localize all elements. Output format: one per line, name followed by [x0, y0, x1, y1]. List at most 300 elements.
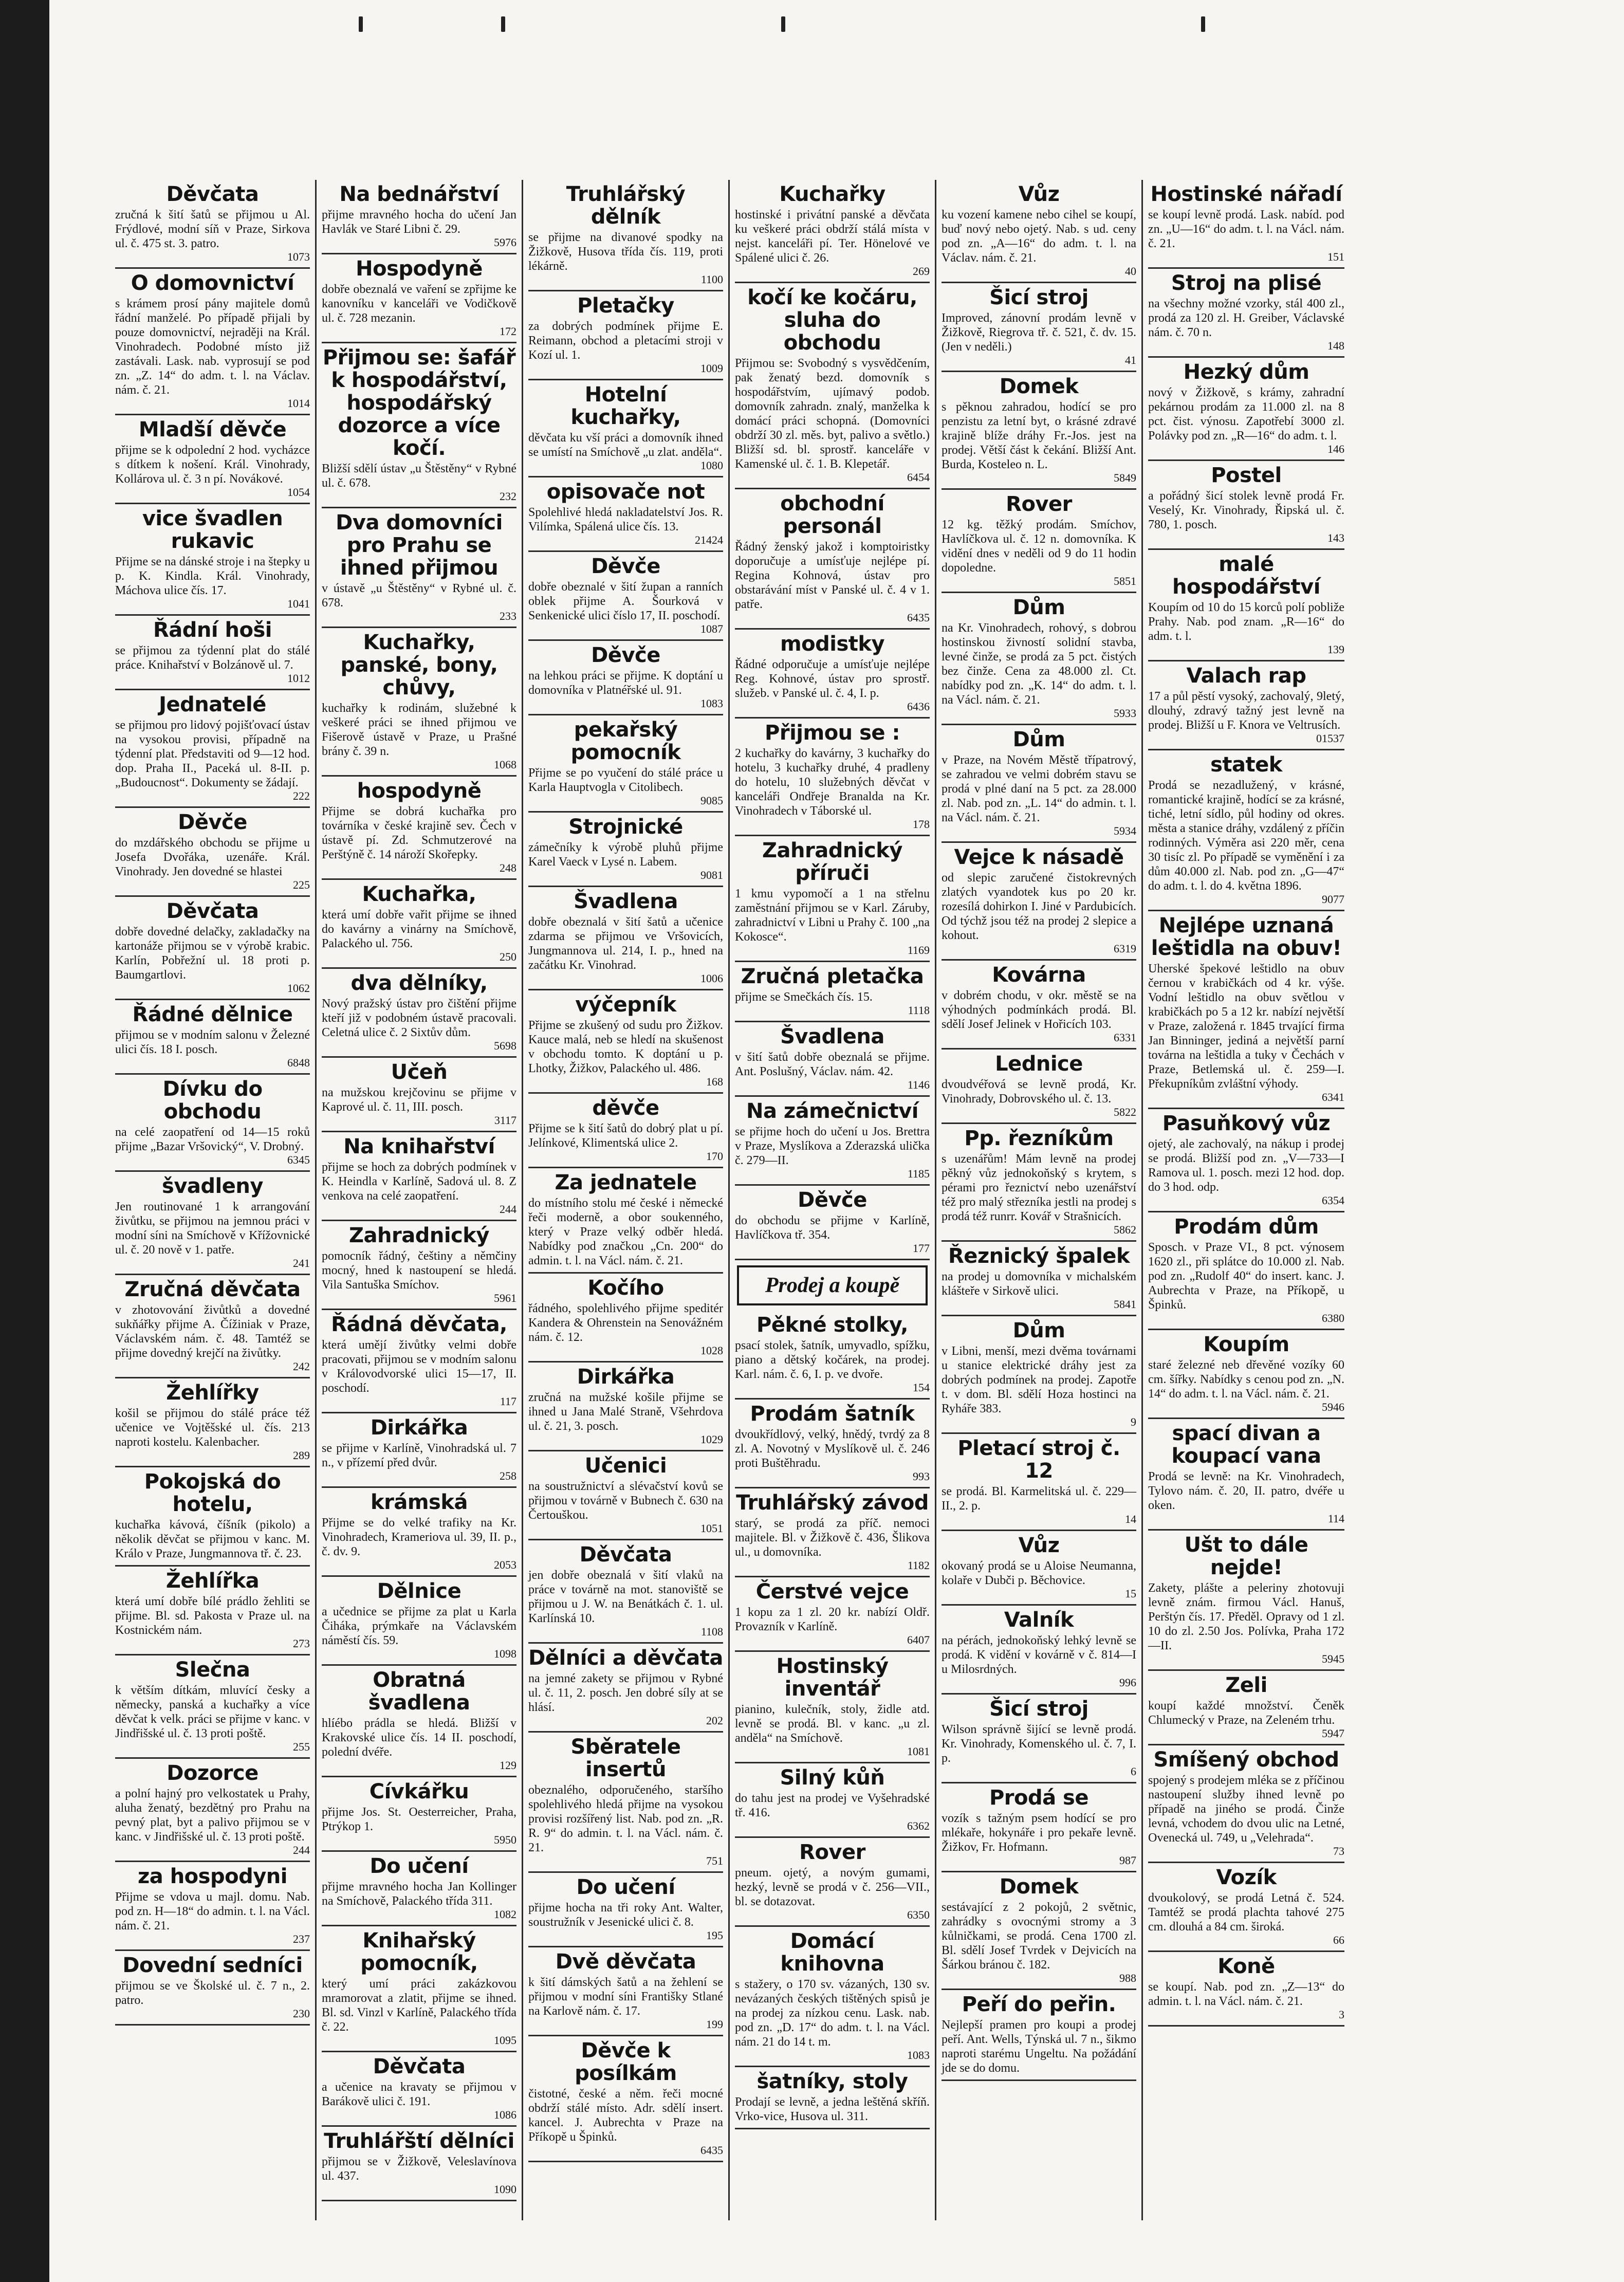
classified-ad	[1148, 1863, 1344, 1952]
classified-ad	[735, 962, 930, 1022]
ad-number: 6848	[287, 1056, 310, 1069]
classified-ad	[115, 1655, 310, 1759]
ad-title: Slečna	[175, 1658, 250, 1682]
classified-ad	[1148, 1671, 1344, 1745]
ad-title: Koupím	[1203, 1333, 1289, 1356]
classified-ad	[735, 1022, 930, 1097]
ad-number: 230	[293, 2007, 310, 2020]
ad-number: 6319	[1114, 942, 1136, 955]
ad-body: Wilson správně šijící se levně prodá. Kr. Vinohrady, Komenského ul. č. 7, I. p.	[942, 1723, 1136, 1765]
ad-number: 1098	[494, 1647, 516, 1660]
ad-title: Zručná pletačka	[741, 965, 924, 988]
classified-ad	[528, 380, 723, 477]
ad-body: v šití šatů dobře obeznalá se přijme. Ant. Poslušný, Václav. nám. 42.	[735, 1051, 930, 1078]
ad-body: k větším dítkám, mluvící česky a německy, panská a kuchařky a více děvčat k velk. práci se přijme v kanc. v Jindřišské ul. č. 13 proti poště.	[115, 1684, 310, 1740]
classified-ad	[115, 1000, 310, 1075]
ad-number: 993	[913, 1470, 930, 1483]
ad-body: se prodá. Bl. Karmelitská ul. č. 229—II., 2. p.	[942, 1485, 1136, 1513]
ad-title: Nejlépe uznaná leštidla na obuv!	[1151, 914, 1342, 960]
classified-ad	[528, 1274, 723, 1363]
classified-ad	[528, 641, 723, 715]
ad-body: zámečníky k výrobě pluhů přijme Karel Vaeck v Lysé n. Labem.	[528, 841, 723, 869]
ad-number: 178	[913, 818, 930, 831]
ad-title: kočí ke kočáru, sluha do obchodu	[747, 286, 917, 355]
classified-ad	[942, 1990, 1136, 2081]
ad-body: Bližší sdělí ústav „u Štěstěny“ v Rybné ul. č. 678.	[322, 462, 516, 490]
ad-number: 5950	[494, 1833, 516, 1846]
classified-ad	[115, 415, 310, 504]
ad-body: v Libni, menší, mezi dvěma továrnami u stanice elektrické dráhy jest za dobrých podmínek na prodej. Zapotře t. v dom. Bl. sdělí Hoza hostinci na Ryháře 383.	[942, 1345, 1136, 1415]
ad-number: 40	[1125, 265, 1136, 278]
ad-body: staré železné neb dřevěné vozíky 60 cm. šířky. Nabídky s cenou pod zn. „N. 14“ do adm. t. l. na Václ. nám. č. 21.	[1148, 1358, 1344, 1401]
ad-title: Na bednářství	[339, 182, 499, 206]
ad-title: Děvčata	[579, 1543, 672, 1567]
ad-body: od slepic zaručené čistokrevných zlatých vyandotek kus po 20 kr. rozesílá dohirkon I. Jiné v Pardubicích. Od týchž jsou též na prodej 2 slepice a kohout.	[942, 871, 1136, 942]
ad-title: Peří do peřin.	[962, 1993, 1116, 2016]
top-mark	[781, 16, 785, 32]
ad-number: 73	[1333, 1845, 1344, 1857]
classified-ad	[1148, 911, 1344, 1109]
classified-ad	[528, 180, 723, 291]
classified-ad	[735, 1652, 930, 1763]
ad-number: 143	[1327, 531, 1344, 544]
ad-body: na lehkou práci se přijme. K doptání u domovníka v Platnéřské ul. 91.	[528, 669, 723, 697]
ad-body: se přijme na divanové spodky na Žižkově, Husova třída čís. 119, proti lékárně.	[528, 231, 723, 273]
ad-number: 1100	[700, 273, 723, 286]
ad-number: 202	[706, 1714, 723, 1727]
ad-number: 6354	[1322, 1194, 1344, 1207]
ad-number: 244	[293, 1844, 310, 1856]
ad-title: Domek	[999, 1875, 1079, 1899]
ad-body: Prodá se levně: na Kr. Vinohradech, Tylovo nám. č. 20, II. patro, dvéře u oken.	[1148, 1470, 1344, 1512]
ad-body: pianino, kulečník, stoly, židle atd. levně se prodá. Bl. v kanc. „u zl. anděla“ na Smíchově.	[735, 1703, 930, 1745]
ad-column	[317, 180, 523, 2220]
ad-number: 6341	[1322, 1091, 1344, 1103]
ad-title: Učeň	[391, 1060, 448, 1084]
classified-ad	[528, 1733, 723, 1873]
ad-number: 117	[500, 1395, 516, 1408]
classified-ad	[528, 1644, 723, 1733]
ad-number: 170	[706, 1150, 723, 1163]
classified-ad	[735, 1097, 930, 1186]
classified-ad	[942, 1316, 1136, 1434]
ad-title: Strojnické	[568, 815, 683, 839]
ad-body: Přijme se dobrá kuchařka pro továrníka v české krajině sev. Čech v ústavě pí. Zd. Schmutzerové na Perštýně č. 14 nároží Skořepky.	[322, 805, 516, 861]
ad-number: 1083	[700, 697, 723, 710]
ad-title: Prodám dům	[1174, 1215, 1319, 1239]
ad-number: 1182	[907, 1559, 930, 1572]
ad-number: 41	[1125, 354, 1136, 366]
ad-number: 1108	[700, 1625, 723, 1638]
ad-body: na jemné zakety se přijmou v Rybné ul. č. 11, 2. posch. Jen dobré síly at se hlásí.	[528, 1672, 723, 1714]
ad-body: Nový pražský ústav pro čištění přijme kteří již v podobném ústavě pracovali. Celetná ulice č. 2 Sixtův dům.	[322, 997, 516, 1039]
classified-ad	[528, 552, 723, 641]
ad-body: košil se přijmou do stálé práce též učenice ve Vojtěšské ul. čís. 213 naproti kostelu. Kalenbacher.	[115, 1407, 310, 1449]
ad-body: kuchařka kávová, číšník (pikolo) a několik děvčat se přijmou v kanc. M. Králo v Praze, Jungmannova tř. č. 23.	[115, 1518, 310, 1560]
classified-ad	[322, 1058, 516, 1132]
classified-ad	[115, 1567, 310, 1655]
ad-title: Přijmou se :	[765, 721, 900, 745]
ad-title: šatníky, stoly	[756, 2070, 908, 2093]
ad-title: pekařský pomocník	[570, 718, 681, 764]
classified-ad	[322, 1926, 516, 2052]
ad-body: na prodej u domovníka v michalském klášteře v Sirkově ulici.	[942, 1270, 1136, 1298]
ad-title: Hostinské nářadí	[1150, 182, 1342, 206]
ad-body: přijme se k odpolední 2 hod. vycházce s dítkem k nošení. Král. Vinohrady, Kollárova ul. č. 3 n pí. Novákové.	[115, 444, 310, 486]
ad-title: Knihařský pomocník,	[360, 1929, 478, 1975]
classified-ad	[942, 843, 1136, 961]
ad-body: Uherské špekové leštidlo na obuv černou v krabičkách od 4 kr. výše. Vodní leštidlo na obuv světlou v krabičkách po 5 a 12 kr. nabízí největší v Praze, založená r. 1845 trvající firma Jan Binninger, jediná a největší parní továrna na leštidla a tuky v Čechách v Praze, Betlemská ul. č. 259—I. Překupníkům zvláštní výhody.	[1148, 962, 1344, 1091]
ad-number: 9081	[700, 869, 723, 881]
classified-ad	[115, 504, 310, 616]
ad-title: Hostinský inventář	[776, 1654, 889, 1701]
classified-ad	[322, 1413, 516, 1488]
ad-body: kuchařky k rodinám, služebné k veškeré práci se ihned přijmou ve Fišerově ústavě v Praze, u Prašné brány č. 39 n.	[322, 702, 516, 758]
classified-ad	[115, 616, 310, 690]
ad-title: Hezký dům	[1183, 360, 1309, 384]
ad-body: Zakety, plášte a peleriny zhotovuji levně znám. firmou Václ. Hanuš, Perštýn čís. 17. Předěl. Opravy od 1 zl. 10 do zl. 2.50 Jos. Polívka, Praha 172—II.	[1148, 1581, 1344, 1652]
classified-ad	[1148, 1212, 1344, 1330]
classified-ad	[115, 1862, 310, 1951]
ad-body: Řádný ženský jakož i komptoiristky doporučuje a umísťuje nejlépe pí. Regina Kohnová, ústav pro obstarávání míst v Panské ul. č. 4 v 1. patře.	[735, 540, 930, 611]
ad-body: Přijme se vdova u majl. domu. Nab. pod zn. H—18“ do admin. t. l. na Václ. nám. č. 21.	[115, 1890, 310, 1933]
classified-ad	[322, 1777, 516, 1852]
classified-ad	[942, 1783, 1136, 1872]
ad-body: do obchodu se přijme v Karlíně, Havlíčkova tř. 354.	[735, 1214, 930, 1242]
ad-number: 154	[913, 1381, 930, 1394]
ad-body: s uzenářům! Mám levně na prodej pěkný vůz jednokoňský s krytem, s pérami pro řeznictví nebo uzenářství též pro malý střezníka jestli na prodej s prodá též runrr. Kovář v Strašnicích.	[942, 1152, 1136, 1223]
ad-body: vozík s tažným psem hodící se pro mlékaře, hokynáře i pro pekaře levně. Žižkov, Fr. Hofmann.	[942, 1812, 1136, 1854]
ad-body: hostinské i privátní panské a děvčata ku veškeré práci obdrží stálá místa v nejst. kanceláři pí. Ter. Hönelové ve Spálené ulici č. 26.	[735, 208, 930, 265]
ad-number: 21424	[695, 533, 723, 546]
ad-body: 1 kmu vypomočí a 1 na střelnu zaměstnání přijmou se v Karl. Záruby, zahradnictví v Libni u Prahy č. 100 „na Kokosce“.	[735, 887, 930, 944]
ad-body: za dobrých podmínek přijme E. Reimann, obchod a pletacími stroji v Kozí ul. 1.	[528, 320, 723, 362]
ad-number: 987	[1119, 1854, 1136, 1867]
ad-number: 1051	[700, 1522, 723, 1535]
classified-ad	[528, 477, 723, 552]
ad-number: 1080	[700, 459, 723, 472]
ad-number: 1087	[700, 622, 723, 635]
ad-body: dobře obeznalá v šití šatů a učenice zdarma se přijmou ve Vršovicích, Jungmannova ul. 214, I. p., hned na začátku Kr. Vinohrad.	[528, 915, 723, 972]
ad-body: v dobrém chodu, v okr. městě se na výhodných podmínkách prodá. Bl. sdělí Josef Jelinek v Hořicích 103.	[942, 989, 1136, 1031]
classified-ad	[115, 1172, 310, 1275]
classified-ad	[115, 1075, 310, 1172]
classified-ad	[322, 1310, 516, 1413]
ad-title: Pasuňkový vůz	[1162, 1112, 1331, 1135]
ad-number: 3117	[494, 1114, 516, 1127]
classified-ad	[528, 715, 723, 813]
ad-number: 5851	[1114, 575, 1136, 587]
ad-title: Vůz	[1018, 182, 1060, 206]
ad-number: 250	[500, 950, 516, 963]
ad-number: 195	[706, 1929, 723, 1942]
classified-ad	[322, 1221, 516, 1310]
ad-number: 1083	[907, 2049, 930, 2062]
ad-title: Děvče k posílkám	[575, 2039, 677, 2085]
ad-body: v zhotovování živůtků a dovedné sukňářky přijme A. Čížiniak v Praze, Václavském nám. č. 48. Tamtéž se přijme dovedný krejčí na živůtky.	[115, 1303, 310, 1360]
ad-title: Žehlířka	[165, 1569, 260, 1593]
ad-body: k šití dámských šatů a na žehlení se přijmou v modní síni Františky Stlané na Karlově nám. č. 17.	[528, 1976, 723, 2018]
ad-body: Sposch. v Praze VI., 8 pct. výnosem 1620 zl., při splátce do 10.000 zl. Nab. pod zn. „Rudolf 40“ do insert. kanc. J. Aubrechta v Praze, na Příkopě, u Špinků.	[1148, 1241, 1344, 1312]
ad-body: na soustružnictví a slévačství kovů se přijmou v továrně v Bubnech č. 630 na Čertouškou.	[528, 1480, 723, 1522]
classified-ad	[115, 180, 310, 269]
ad-number: 225	[293, 878, 310, 891]
ad-number: 5934	[1114, 824, 1136, 837]
classified-ad	[322, 1852, 516, 1926]
ad-title: Mladší děvče	[138, 418, 287, 441]
ad-title: modistky	[780, 632, 885, 656]
ad-column	[110, 180, 317, 2220]
ad-body: Přijme se na dánské stroje i na štepky u p. K. Kindla. Král. Vinohrady, Máchova ulice čís. 17.	[115, 555, 310, 597]
top-mark	[1201, 16, 1205, 32]
ad-number: 114	[1327, 1512, 1344, 1525]
ad-number: 1028	[700, 1344, 723, 1357]
classified-ad	[322, 628, 516, 777]
ad-body: ojetý, ale zachovalý, na nákup i prodej se prodá. Bližší pod zn. „V—733—I Ramova ul. 1. posch. mezi 12 hod. dop. do 3 hod. odp.	[1148, 1137, 1344, 1194]
ad-body: přijmou se ve Školské ul. č. 7 n., 2. patro.	[115, 1979, 310, 2007]
ad-body: přijmou se v Žižkově, Veleslavínova ul. 437.	[322, 2155, 516, 2183]
ad-number: 988	[1119, 1972, 1136, 1984]
classified-ad	[528, 990, 723, 1094]
ad-title: Děvčata	[166, 182, 259, 206]
ad-title: Dvě děvčata	[555, 1950, 696, 1974]
classified-ad	[1148, 1531, 1344, 1671]
ad-body: řádného, spolehlivého přijme speditér Kandera & Ohrenstein na Senovážném nám. č. 12.	[528, 1302, 723, 1344]
classified-ad	[1148, 1952, 1344, 2027]
ad-number: 258	[500, 1469, 516, 1482]
ad-title: Dům	[1012, 1319, 1065, 1342]
ad-body: okovaný prodá se u Aloise Neumanna, kolaře v Dubči p. Běchovice.	[942, 1559, 1136, 1587]
ad-title: Kuchařky	[779, 182, 885, 206]
ad-title: Rover	[1006, 492, 1072, 516]
ad-body: Jen routinované 1 k arrangování živůtku, se přijmou na jemnou práci v modní síni na Smíchově v Křížovnické ul. č. 20 nově v 1. patře.	[115, 1200, 310, 1257]
ad-title: Dělníci a děvčata	[528, 1646, 723, 1670]
ad-title: Pokojská do hotelu,	[144, 1470, 281, 1516]
classified-ad	[1148, 750, 1344, 911]
classified-ad	[322, 2127, 516, 2201]
classified-ad	[115, 269, 310, 415]
ad-title: Koně	[1217, 1955, 1275, 1978]
ad-body: 2 kuchařky do kavárny, 3 kuchařky do hotelu, 3 kuchařky druhé, 4 pradleny do hotelu, 10 služebných děvčat v kanceláři Ondřeje Branalda na Kr. Vinohradech v Táborské ul.	[735, 747, 930, 818]
classified-ad	[1148, 1109, 1344, 1212]
ad-title: Valník	[1004, 1608, 1074, 1632]
classified-ad	[115, 808, 310, 897]
ad-number: 1041	[287, 597, 310, 610]
ad-body: přijmou se v modním salonu v Železné ulici čís. 18 I. posch.	[115, 1028, 310, 1056]
ad-title: Dirkářka	[370, 1416, 468, 1440]
classified-ad	[942, 283, 1136, 372]
ad-title: Sběratele insertů	[570, 1735, 681, 1781]
classified-ad	[735, 1577, 930, 1652]
classified-ad	[1148, 358, 1344, 461]
ad-body: na mužskou krejčovinu se přijme v Kaprové ul. č. 11, III. posch.	[322, 1086, 516, 1114]
ad-body: se koupí. Nab. pod zn. „Z—13“ do admin. t. l. na Václ. nám. č. 21.	[1148, 1980, 1344, 2008]
ad-title: Domek	[999, 375, 1079, 398]
ad-title: Na knihařství	[343, 1135, 495, 1158]
classified-ad	[1148, 550, 1344, 661]
ad-title: Postel	[1211, 464, 1282, 487]
ad-body: Improved, zánovní prodám levně v Žižkově, Riegrova tř. č. 521, č. dv. 15. (Jen v neděli.)	[942, 311, 1136, 354]
classified-ad	[322, 777, 516, 880]
ad-number: 168	[706, 1075, 723, 1088]
ad-title: Prodá se	[989, 1786, 1088, 1810]
ad-number: 1009	[700, 362, 723, 375]
classified-ad	[322, 880, 516, 969]
ad-title: Pletací stroj č. 12	[957, 1437, 1120, 1483]
ad-title: vice švadlen rukavic	[142, 507, 283, 553]
ad-number: 6345	[287, 1153, 310, 1166]
classified-ad	[322, 180, 516, 254]
ad-title: Cívkářku	[369, 1780, 469, 1803]
ad-body: s pěknou zahradou, hodící se pro penzistu za letní byt, o krásné zdravé krajině blíže dráhy Fr.-Jos. jest na prodej. Větší část k čekání. Bližší Ant. Burda, Kosteleo n. L.	[942, 400, 1136, 471]
ad-title: Žehlířky	[166, 1381, 259, 1405]
ad-title: Prodám šatník	[750, 1402, 915, 1426]
ad-body: na celé zaopatření od 14—15 roků přijme „Bazar Vršovický“, V. Drobný.	[115, 1126, 310, 1153]
ad-body: Prodá se nezadlužený, v krásné, romantické krajině, hodící se za krásné, tiché, letní sídlo, půl hodiny od okres. města a stanice dráhy, vzdálený z příčin rodinných. Výměra asi 220 měr, cena 30 tisíc zl. Po případě se vyměnění i za dům 40.000 zl. Nab. pod zn. „G—47“ do adm. t. l. do 4. května 1896.	[1148, 779, 1344, 893]
ad-title: děvče	[592, 1096, 659, 1120]
scan-border	[0, 0, 49, 2282]
classified-ad	[735, 1927, 930, 2067]
ad-title: Děvčata	[373, 2055, 466, 2078]
classified-ad	[735, 1186, 930, 1260]
ad-title: Dva domovníci pro Prahu se ihned přijmou	[336, 511, 503, 580]
ad-title: Zručná děvčata	[124, 1278, 301, 1301]
ad-body: spojený s prodejem mléka se z příčinou nastoupení služby ihned levně po případě na jiného se prodá. Činže levná, vchodem do dvou ulic na Letné, Ovenecká ul. 749, u „Velehrada“.	[1148, 1774, 1344, 1845]
ad-title: Hospodyně	[356, 257, 483, 281]
ad-title: Švadlena	[780, 1025, 884, 1048]
ad-number: 6435	[700, 2144, 723, 2157]
ad-number: 5862	[1114, 1223, 1136, 1236]
classified-ad	[322, 1577, 516, 1666]
classified-ad	[528, 1168, 723, 1274]
ad-body: v ústavě „u Štěstěny“ v Rybné ul. č. 678.	[322, 582, 516, 610]
ad-number: 5961	[494, 1292, 516, 1304]
ad-number: 5933	[1114, 707, 1136, 720]
ad-body: se přijme v Karlíně, Vinohradská ul. 7 n., v přízemí před dvůr.	[322, 1442, 516, 1469]
ad-body: psací stolek, šatník, umyvadlo, spížku, piano a dětský kočárek, na prodej. Karl. nám. č. 6, I. p. ve dvoře.	[735, 1339, 930, 1381]
ad-body: s stažery, o 170 sv. vázaných, 130 sv. nevázaných českých tištěných spisů je na prodej za nízkou cenu. Lask. nab. pod zn. „D. 17“ do adm. t. l. na Václ. nám. 21 do 14 t. m.	[735, 1978, 930, 2049]
ad-column	[730, 180, 936, 2220]
ad-number: 6331	[1114, 1031, 1136, 1044]
classified-ad	[735, 283, 930, 489]
section-heading: Prodej a koupě	[737, 1265, 928, 1305]
classified-ad	[735, 180, 930, 283]
ad-title: Zahradnický příruči	[762, 839, 902, 885]
ad-number: 139	[1327, 643, 1344, 656]
ad-title: Řeznický špalek	[948, 1244, 1130, 1268]
ad-column	[1143, 180, 1350, 2220]
ad-body: 12 kg. těžký prodám. Smíchov, Havlíčkova ul. č. 12 n. domovníka. K vidění dnes v neděli od 9 do 11 hodin dopoledne.	[942, 518, 1136, 575]
ad-body: se koupí levně prodá. Lask. nabíd. pod zn. „U—16“ do adm. t. l. na Václ. nám. č. 21.	[1148, 208, 1344, 250]
ad-title: dva dělníky,	[350, 971, 488, 995]
ad-title: Stroj na plisé	[1171, 271, 1322, 295]
classified-ad	[735, 630, 930, 719]
ad-number: 6350	[907, 1908, 930, 1921]
ad-number: 5946	[1322, 1401, 1344, 1413]
classified-ad	[735, 2067, 930, 2129]
ad-number: 5945	[1322, 1652, 1344, 1665]
ad-body: v Praze, na Novém Městě třípatrový, se zahradou ve velmi dobrém stavu se prodá v plné daní na 5 pct. za 28.000 zl. Nab. pod zn. „L. 14“ do admin. t. l. na Václ. nám. č. 21.	[942, 753, 1136, 824]
classified-ad	[115, 1378, 310, 1467]
ad-number: 6362	[907, 1819, 930, 1832]
classified-ad	[528, 291, 723, 380]
ad-title: krámská	[371, 1490, 468, 1514]
classified-ad	[322, 1666, 516, 1777]
ad-body: se přijmou pro lidový pojišťovací ústav na vysokou provisi, případně na týdenní plat. Představiti od 9—12 hod. dop. Praha II., Paceká ul. 8-II. p. „Budoucnost“. Dokumenty se žádají.	[115, 719, 310, 789]
ad-title: Kovárna	[992, 963, 1086, 987]
classified-ad	[1148, 461, 1344, 550]
ad-title: Pěkné stolky,	[756, 1313, 908, 1337]
ad-number: 751	[706, 1854, 723, 1867]
ad-number: 289	[293, 1449, 310, 1462]
classified-ad	[322, 254, 516, 343]
ad-number: 9	[1131, 1415, 1136, 1428]
ad-number: 6454	[907, 471, 930, 484]
classified-ad	[1148, 661, 1344, 750]
ad-title: Truhlářští dělníci	[324, 2129, 514, 2153]
ad-body: přijme hocha na tři roky Ant. Walter, soustružník v Jesenické ulici č. 8.	[528, 1901, 723, 1929]
ad-number: 237	[293, 1933, 310, 1945]
classified-ad	[942, 1606, 1136, 1695]
ad-title: Truhlářský závod	[736, 1491, 929, 1515]
ad-number: 241	[293, 1257, 310, 1269]
ad-body: se přijme hoch do učení u Jos. Brettra v Praze, Myslíkova a Zderazská ulička č. 279—II.	[735, 1125, 930, 1167]
ad-title: Vejce k násadě	[954, 845, 1124, 869]
classified-ad	[528, 1363, 723, 1451]
ad-title: Ušt to dále nejde!	[1184, 1533, 1308, 1579]
ad-number: 14	[1125, 1513, 1136, 1525]
classified-ad	[1148, 1419, 1344, 1531]
ad-number: 222	[293, 789, 310, 802]
ad-number: 1068	[494, 758, 516, 771]
ad-body: sestávající z 2 pokojů, 2 světnic, zahrádky s ovocnými stromy a 3 kůlničkami, se prodá. Cena 1700 zl. Bl. sdělí Josef Tvrdek v Dejvicích na Šárkou bránou č. 182.	[942, 1901, 1136, 1972]
ad-body: Řádné odporučuje a umísťuje nejlépe Reg. Kohnové, ústav pro sprostř. služeb. v Panské ul. č. 4, I. p.	[735, 658, 930, 700]
ad-number: 1012	[287, 672, 310, 685]
ad-number: 66	[1333, 1934, 1344, 1946]
ad-number: 15	[1125, 1587, 1136, 1600]
ad-body: jen dobře obeznalá v šití vlaků na práce v továrně na mot. stanoviště se přijmou u J. W. na Benátkách č. 1. ul. Karlínská 10.	[528, 1569, 723, 1625]
ad-number: 996	[1119, 1676, 1136, 1689]
classified-ad	[115, 897, 310, 1000]
ad-number: 269	[913, 265, 930, 278]
ad-number: 01537	[1316, 732, 1344, 745]
ad-title: Děvče	[178, 811, 247, 834]
classified-ad	[942, 1434, 1136, 1531]
ad-body: do tahu jest na prodej ve Vyšehradské tř. 416.	[735, 1792, 930, 1819]
classified-ad	[942, 1695, 1136, 1783]
ad-body: Přijmou se: Svobodný s vysvědčením, pak ženatý bezd. domovník s hospodářstvím, ujímavý podob. domovník zahradn. znalý, manželka k domácí práci schopná. (Domovníci obdrží 30 zl. měs. byt, palivo a světlo.) Bližší sd. bl. sprostř. kanceláře v Kamenské ul. č. 1. B. Klepetář.	[735, 357, 930, 471]
ad-body: dvoukolový, se prodá Letná č. 524. Tamtéž se prodá plachta tahové 275 cm. dlouhá a 84 cm. široká.	[1148, 1891, 1344, 1934]
ad-title: Děvče	[798, 1188, 867, 1212]
classified-ad	[322, 508, 516, 628]
ad-number: 1118	[908, 1004, 930, 1017]
ad-title: Kočího	[587, 1276, 664, 1300]
ad-body: přijme mravného hocha Jan Kollinger na Smíchově, Palackého třída 311.	[322, 1880, 516, 1908]
ad-body: s krámem prosí pány majitele domů řádní manželé. Po případě přijali by pouze domovnictví, nejraději na Král. Vinohradech. Podobné místo již zastávali. Lask. nab. vyprosují se pod zn. „Z. 14“ do adm. t. l. na Václav. nám. č. 21.	[115, 297, 310, 397]
ad-column	[523, 180, 730, 2220]
ad-title: hospodyně	[357, 779, 482, 803]
ad-title: Za jednatele	[555, 1171, 697, 1194]
ad-number: 129	[500, 1759, 516, 1772]
ad-number: 1146	[907, 1078, 930, 1091]
classified-ad	[115, 1951, 310, 2026]
ad-number: 6407	[907, 1633, 930, 1646]
classified-ad	[1148, 180, 1344, 269]
ad-body: děvčata ku vší práci a domovník ihned se umístí na Smíchově „u zlat. anděla“.	[528, 431, 723, 459]
ad-body: která umějí živůtky velmi dobře pracovati, přijmou se v modním salonu v Královodvorské ulici 15—17, II. poschodí.	[322, 1338, 516, 1395]
classified-ad	[942, 961, 1136, 1050]
ad-title: Kuchařka,	[362, 882, 476, 906]
